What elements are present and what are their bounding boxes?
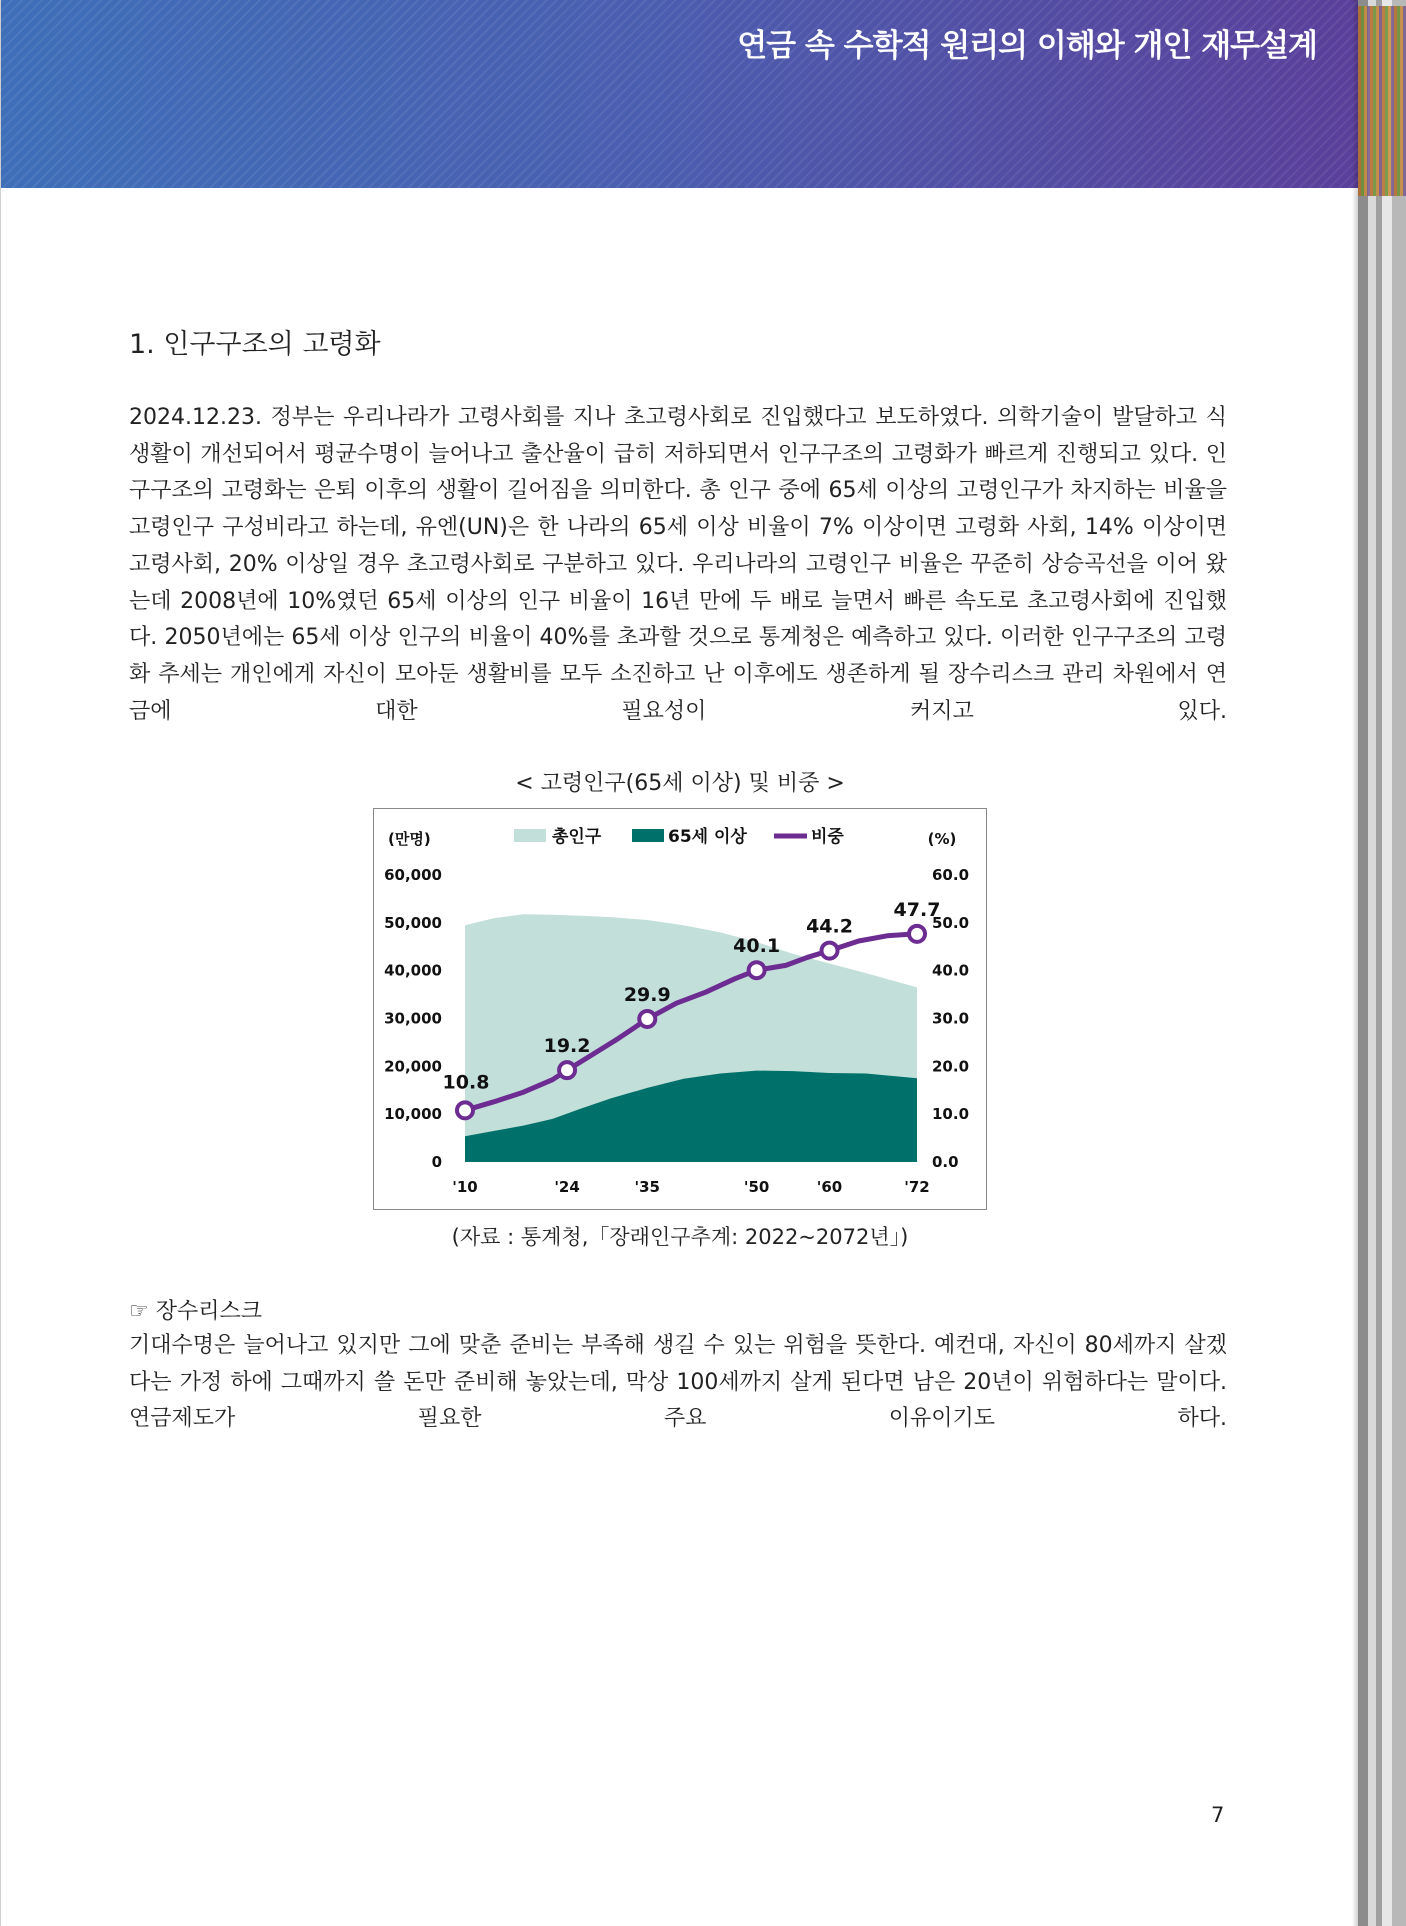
y-left-tick-label: 40,000 bbox=[384, 961, 442, 980]
chart-container bbox=[373, 808, 987, 1210]
header-banner bbox=[1, 0, 1359, 188]
page-number: 7 bbox=[1211, 1803, 1225, 1827]
book-page-edges bbox=[1358, 0, 1406, 1926]
chart-caption: < 고령인구(65세 이상) 및 비중 > bbox=[515, 771, 845, 796]
y-right-tick-label: 0.0 bbox=[932, 1153, 959, 1171]
ratio-data-label: 44.2 bbox=[806, 915, 853, 938]
y-right-tick-label: 40.0 bbox=[932, 961, 970, 980]
legend-swatch-total bbox=[514, 829, 546, 842]
chart-svg bbox=[374, 809, 986, 1209]
note-text: 기대수명은 늘어나고 있지만 그에 맞춘 준비는 부족해 생길 수 있는 위험을 뜻한다. 예컨대, 자신이 80세까지 살겠다는 가정 하에 그때까지 쓸 돈만 준비해 놓았는데, 막상 100세까지 살게 된다면 남은 20년이 위험하다는 말이다. 연금제도가 필요한 주요 이유이기도 하다. bbox=[129, 1333, 1227, 1432]
x-tick-label: '35 bbox=[634, 1178, 660, 1196]
x-tick-label: '60 bbox=[816, 1178, 843, 1196]
note-heading: ☞ 장수리스크 bbox=[129, 1299, 262, 1324]
y-left-tick-label: 0 bbox=[431, 1153, 442, 1171]
header-title: 연금 속 수학적 원리의 이해와 개인 재무설계 bbox=[737, 28, 1317, 64]
book-edge-color-tabs bbox=[1358, 6, 1406, 196]
y-left-tick-label: 20,000 bbox=[384, 1057, 442, 1076]
body-paragraph: 2024.12.23. 정부는 우리나라가 고령사회를 지나 초고령사회로 진입했다고 보도하였다. 의학기술이 발달하고 식생활이 개선되어서 평균수명이 늘어나고 출산율이 급히 저하되면서 인구구조의 고령화가 빠르게 진행되고 있다. 인구구조의 고령화는 은퇴 이후의 생활이 길어짐을 의미한다. 총 인구 중에 65세 이상의 고령인구가 차지하는 비율을 고령인구 구성비라고 하는데, 유엔(UN)은 한 나라의 65세 이상 비율이 7% 이상이면 고령화 사회, 14% 이상이면 고령사회, 20% 이상일 경우 초고령사회로 구분하고 있다. 우리나라의 고령인구 비율은 꾸준히 상승곡선을 이어 왔는데 2008년에 10%였던 65세 이상의 인구 비율이 16년 만에 두 배로 늘면서 빠른 속도로 초고령사회에 진입했다. 2050년에는 65세 이상 인구의 비율이 40%를 초과할 것으로 통계청은 예측하고 있다. 이러한 인구구조의 고령화 추세는 개인에게 자신이 모아둔 생활비를 모두 소진하고 난 이후에도 생존하게 될 장수리스크 관리 차원에서 연금에 대한 필요성이 커지고 있다. bbox=[129, 405, 1227, 724]
y-right-tick-label: 50.0 bbox=[932, 913, 970, 932]
ratio-marker bbox=[749, 962, 765, 978]
y-left-unit: (만명) bbox=[388, 830, 431, 848]
x-tick-label: '24 bbox=[554, 1178, 580, 1196]
y-left-tick-label: 50,000 bbox=[384, 913, 442, 932]
section-title: 1. 인구구조의 고령화 bbox=[129, 329, 381, 360]
x-tick-label: '50 bbox=[743, 1178, 770, 1196]
y-left-tick-label: 30,000 bbox=[384, 1009, 442, 1028]
y-left-tick-label: 60,000 bbox=[384, 866, 442, 884]
y-left-tick-label: 10,000 bbox=[384, 1105, 442, 1124]
ratio-data-label: 47.7 bbox=[893, 898, 941, 921]
ratio-data-label: 10.8 bbox=[442, 1071, 490, 1094]
legend-swatch-elderly bbox=[632, 829, 664, 842]
ratio-marker bbox=[909, 926, 925, 942]
ratio-marker bbox=[559, 1062, 575, 1078]
legend-label-total: 총인구 bbox=[552, 827, 602, 847]
x-tick-label: '10 bbox=[452, 1178, 478, 1196]
y-right-tick-label: 20.0 bbox=[932, 1057, 970, 1076]
ratio-marker bbox=[457, 1102, 473, 1118]
y-right-tick-label: 30.0 bbox=[932, 1009, 970, 1028]
y-right-unit: (%) bbox=[927, 830, 957, 848]
ratio-data-label: 40.1 bbox=[733, 935, 781, 958]
ratio-data-label: 19.2 bbox=[543, 1035, 591, 1058]
ratio-marker bbox=[639, 1011, 655, 1027]
ratio-marker bbox=[822, 943, 838, 959]
x-tick-label: '72 bbox=[904, 1178, 930, 1196]
chart-source: (자료 : 통계청,「장래인구추계: 2022~2072년」) bbox=[451, 1225, 909, 1249]
legend-label-ratio: 비중 bbox=[811, 827, 844, 847]
ratio-data-label: 29.9 bbox=[623, 983, 671, 1006]
legend-label-elderly: 65세 이상 bbox=[668, 827, 747, 847]
y-right-tick-label: 60.0 bbox=[932, 866, 970, 884]
y-right-tick-label: 10.0 bbox=[932, 1105, 970, 1124]
